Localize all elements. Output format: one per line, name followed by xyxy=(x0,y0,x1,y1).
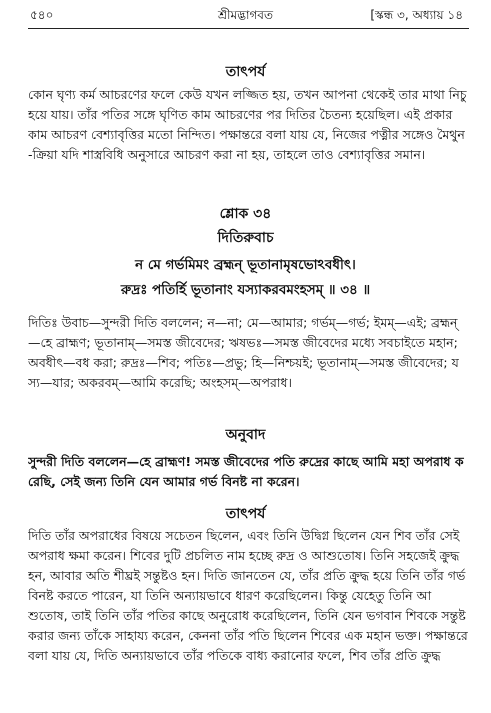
purport-paragraph-2: দিতি তাঁর অপরাধের বিষয়ে সচেতন ছিলেন, এবং তিনি উদ্বিগ্ন ছিলেন যেন শিব তাঁর সেই অপরাধ ক্ষমা করেন। শিবের দুটি প্রচলিত নাম হচ্ছে রুদ্র ও আশুতোষ। তিনি সহজেই ক্রুদ্ধ হন, আবার অতি শীঘ্রই সন্তুষ্টও হন। দিতি জানতেন যে, তাঁর প্রতি ক্রুদ্ধ হয়ে তিনি তাঁর গর্ভ বিনষ্ট করতে পারেন, যা তিনি অন্যায়ভাবে ধারণ করেছিলেন। কিন্তু যেহেতু তিনি আশুতোষ, তাই তিনি তাঁর পতির কাছে অনুরোধ করেছিলেন, তিনি যেন ভগবান শিবকে সন্তুষ্ট করার জন্য তাঁকে সাহায্য করেন, কেননা তাঁর পতি ছিলেন শিবের এক মহান ভক্ত। পক্ষান্তরে বলা যায় যে, দিতি অন্যায়ভাবে তাঁর পতিকে বাধ্য করানোর ফলে, শিব তাঁর প্রতি ক্রুদ্ধ xyxy=(28,528,468,663)
page-number: ৫৪০ xyxy=(30,8,54,22)
section-reference: [স্কন্ধ ৩, অধ্যায় ১৪ xyxy=(370,8,463,22)
verse-speaker: দিতিরুবাচ xyxy=(217,230,274,246)
translation-heading: অনুবাদ xyxy=(225,427,266,443)
verse-line-1: ন মে গর্ভমিমং ব্রহ্মন্ ভূতানামৃষভোঽবধীৎ। xyxy=(135,257,356,273)
verse-line-2: রুদ্রঃ পতির্হি ভূতানাং যস্যাকরবমংহসম্ ॥ ৩৪ ॥ xyxy=(120,282,371,298)
header-divider xyxy=(28,28,469,29)
purport-paragraph: কোন ঘৃণ্য কর্ম আচরণের ফলে কেউ যখন লজ্জিত হয়, তখন আপনা থেকেই তার মাথা নিচু হয়ে যায়। তাঁর পতির সঙ্গে ঘৃণিত কাম আচরণের পর দিতির চৈতন্য হয়েছিল। এই প্রকার কাম আচরণ বেশ্যাবৃত্তির মতো নিন্দিত। পক্ষান্তরে বলা যায় যে, নিজের পত্নীর সঙ্গেও মৈথুন-ক্রিয়া যদি শাস্ত্রবিধি অনুসারে আচরণ করা না হয়, তাহলে তাও বেশ্যাবৃত্তির সমান। xyxy=(28,87,467,162)
book-title: শ্রীমদ্ভাগবত xyxy=(217,8,273,22)
translation-paragraph: সুন্দরী দিতি বললেন—হে ব্রাহ্মণ! সমস্ত জীবেদের পতি রুদ্রের কাছে আমি মহা অপরাধ করেছি, সেই জন্য তিনি যেন আমার গর্ভ বিনষ্ট না করেন। xyxy=(28,454,464,489)
synonyms-paragraph: দিতিঃ উবাচ—সুন্দরী দিতি বললেন; ন—না; মে—আমার; গর্ভম্—গর্ভ; ইমম্—এই; ব্রহ্মন্—হে ব্রাহ্মণ; ভূতানাম্—সমস্ত জীবেদের; ঋষভঃ—সমস্ত জীবেদের মধ্যে সবচাইতে মহান; অবধীৎ—বধ করা; রুদ্রঃ—শিব; পতিঃ—প্রভু; হি—নিশ্চয়ই; ভূতানাম্—সমস্ত জীবেদের; যস্য—যার; অকরবম্—আমি করেছি; অংহসম্—অপরাধ। xyxy=(28,315,459,390)
purport-heading: তাৎপর্য xyxy=(225,64,266,80)
purport-heading-2: তাৎপর্য xyxy=(225,506,266,522)
verse-heading: শ্লোক ৩৪ xyxy=(219,206,272,222)
